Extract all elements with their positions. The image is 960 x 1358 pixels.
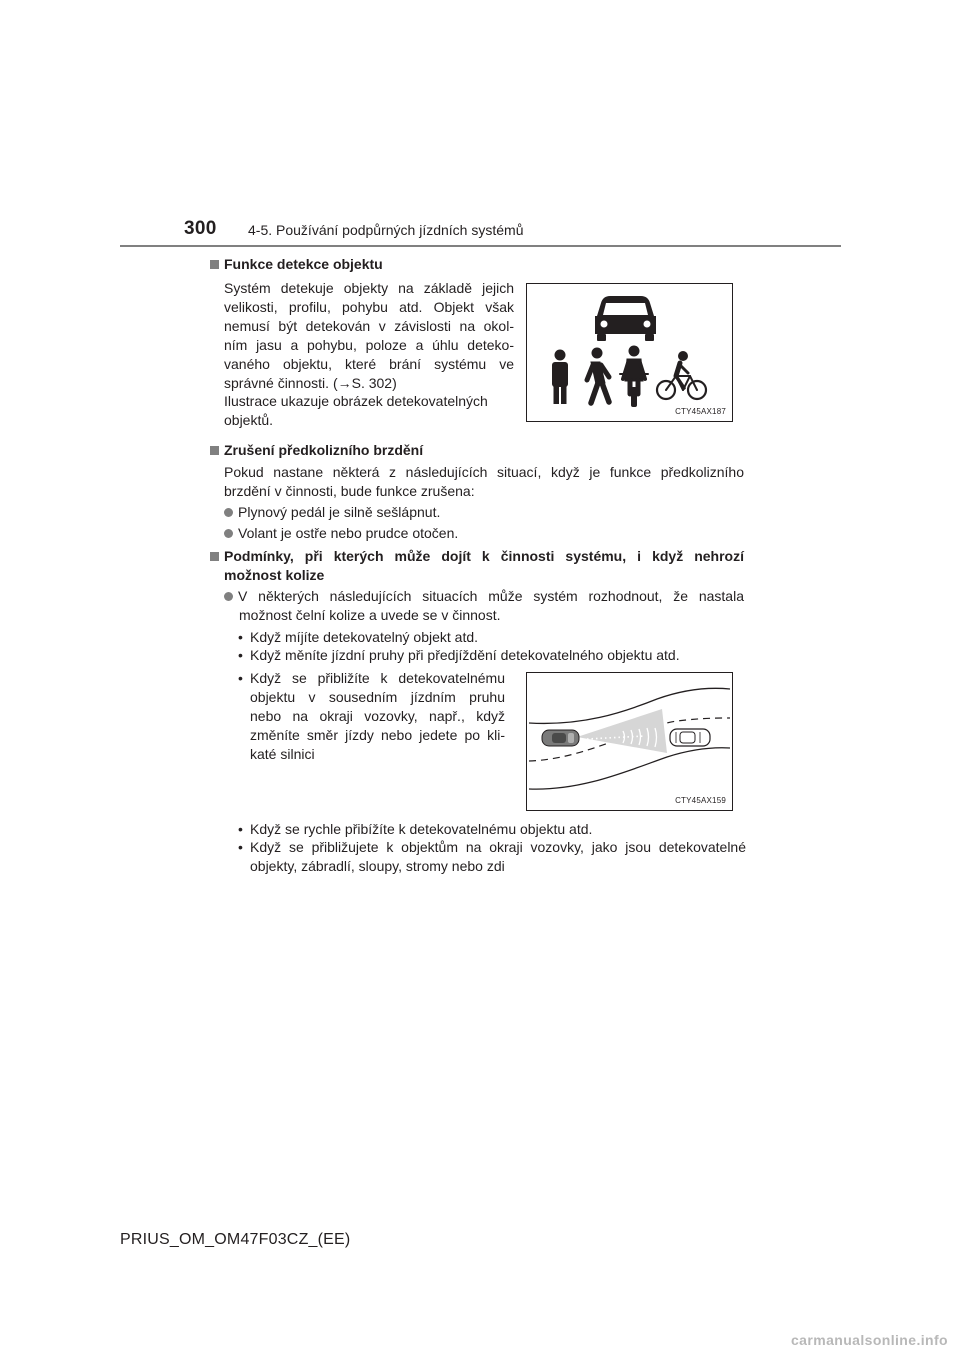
curved-road-illustration	[527, 673, 732, 810]
document-code-footer: PRIUS_OM_OM47F03CZ_(EE)	[120, 1231, 351, 1248]
round-bullet-icon	[224, 508, 233, 517]
standing-person-icon	[552, 350, 568, 405]
bullet-frontal-collision: V některých následujících situacích může systém rozhodnout, že nastala možnost čelní kolize a uvede se v činnost.	[224, 587, 744, 625]
sensor-beam	[577, 709, 667, 753]
header-divider	[120, 245, 841, 247]
road-edge-upper	[529, 688, 730, 723]
round-bullet-icon	[224, 592, 233, 601]
bullet-steering: Volant je ostře nebo prudce otočen.	[224, 524, 458, 543]
figure-detectable-objects	[526, 283, 733, 422]
sub-passing: • Když míjíte detekovatelný objekt atd.	[238, 629, 479, 645]
object-detection-text: Systém detekuje objekty na základě jejich velikosti, profilu, pohybu atd. Objekt však nemusí být detekován v závislosti na okol- ním jasu a pohybu, poloze a úhlu deteko- vaného objektu, které brání systému ve správné činnosti. (→S. 302)	[224, 280, 514, 391]
bullet-accelerator: Plynový pedál je silně sešlápnut.	[224, 503, 440, 522]
sub-rapid-approach: • Když se rychle přibížíte k detekovatelnému objektu atd.	[238, 821, 593, 837]
heading-object-detection: Funkce detekce objektu	[210, 255, 383, 274]
square-bullet-icon	[210, 552, 219, 561]
own-car-icon	[542, 730, 579, 746]
walking-person-icon	[587, 348, 609, 404]
cyclist-front-icon	[620, 346, 648, 408]
watermark: carmanualsonline.info	[791, 1332, 948, 1348]
illustration-note: Ilustrace ukazuje obrázek detekovatelných objektů.	[224, 393, 488, 428]
heading-conditions: Podmínky, při kterých může dojít k činnosti systému, i když nehrozí možnost kolize	[210, 547, 744, 585]
car-front-icon	[595, 296, 656, 341]
cancel-precollision-text: Pokud nastane některá z následujících situací, když je funkce předkolizního brzdění v činnosti, bude funkce zrušena:	[224, 464, 744, 499]
figure-curved-road	[526, 672, 733, 811]
section-title: 4-5. Používání podpůrných jízdních systémů	[248, 222, 524, 238]
round-bullet-icon	[224, 529, 233, 538]
target-car-icon	[670, 729, 710, 746]
detectable-objects-illustration	[527, 284, 732, 421]
sub-adjacent-lane: • Když se přibližíte k detekovatelnému objektu v sousedním jízdním pruhu nebo na okraji vozovky, např., když změníte směr jízdy nebo jedete po kli- katé silnici	[238, 670, 505, 762]
figure-code: CTY45AX159	[675, 796, 726, 805]
page-number: 300	[184, 218, 217, 239]
heading-cancel-precollision: Zrušení předkolizního brzdění	[210, 441, 423, 460]
sub-changing-lanes: • Když měníte jízdní pruhy při předjíždění detekovatelného objektu atd.	[238, 647, 680, 663]
figure-code: CTY45AX187	[675, 407, 726, 416]
square-bullet-icon	[210, 260, 219, 269]
sub-roadside-objects: • Když se přibližujete k objektům na okraji vozovky, jako jsou detekovatelné objekty, zábradlí, sloupy, stromy nebo zdi	[238, 839, 746, 874]
road-edge-lower	[529, 748, 730, 789]
square-bullet-icon	[210, 446, 219, 455]
cyclist-side-icon	[657, 351, 706, 399]
